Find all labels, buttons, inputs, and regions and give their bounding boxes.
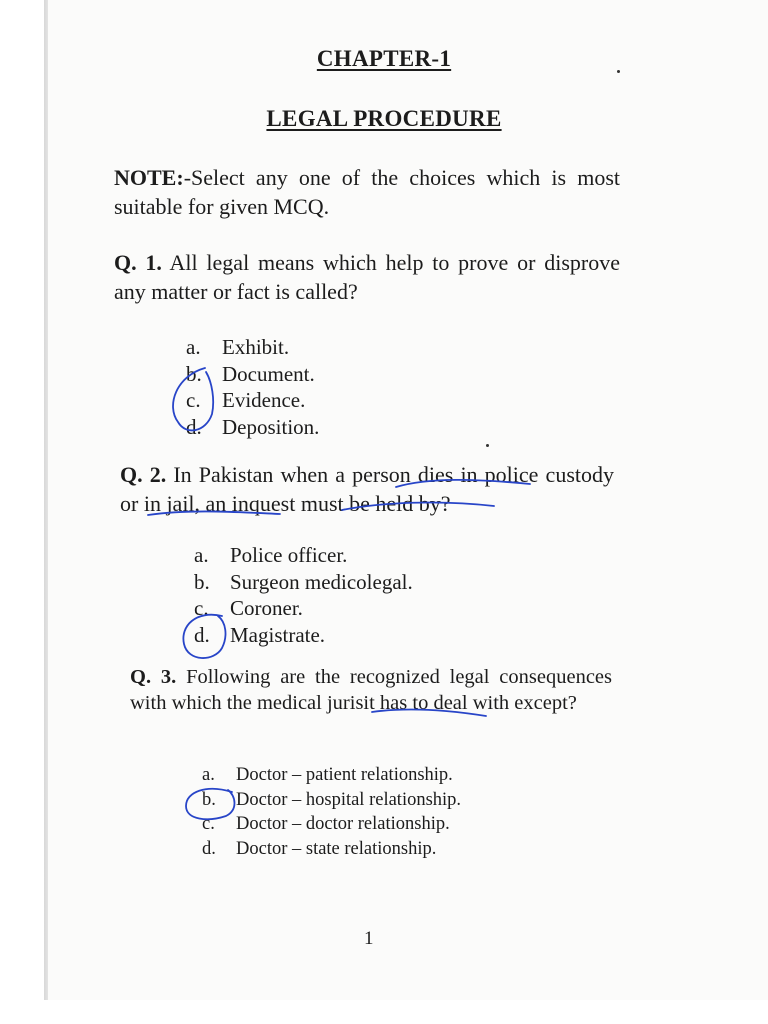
option-2b: b. Surgeon medicolegal. [194, 569, 413, 594]
option-1b: b. Document. [186, 361, 315, 386]
note-text: -Select any one of the choices which is most suitable for given MCQ. [114, 165, 620, 219]
question-2-text: In Pakistan when a person dies in police custody or in jail, an inquest must be held by? [120, 462, 614, 516]
question-2 [120, 460, 614, 518]
page-number: 1 [364, 928, 374, 949]
note-paragraph [114, 163, 620, 221]
question-3-options [202, 763, 461, 861]
question-1-options [186, 334, 319, 440]
option-2a: a. Police officer. [194, 543, 348, 567]
chapter-subtitle: LEGAL PROCEDURE [266, 106, 502, 131]
note-label: NOTE: [114, 165, 184, 190]
speck-mark [617, 70, 620, 73]
option-2d: d. Magistrate. [194, 622, 326, 647]
question-1 [114, 248, 620, 306]
option-3d: d. Doctor – state relationship. [202, 838, 437, 859]
question-3 [130, 664, 612, 716]
question-2-number: Q. 2. [120, 462, 167, 487]
option-3c: c. Doctor – doctor relationship. [202, 814, 450, 834]
option-2c: c. Coroner. [194, 596, 303, 620]
option-3b: b. Doctor – hospital relationship. [202, 789, 462, 810]
question-3-text: Following are the recognized legal consequences with which the medical jurisit has to deal with except? [130, 666, 612, 714]
option-1d: d. Deposition. [186, 414, 320, 439]
question-1-number: Q. 1. [114, 250, 162, 275]
chapter-title: CHAPTER-1 [316, 46, 452, 71]
question-2-options [194, 542, 413, 648]
option-1a: a. Exhibit. [186, 335, 290, 359]
question-3-number: Q. 3. [130, 666, 177, 688]
question-1-text: All legal means which help to prove or disprove any matter or fact is called? [114, 250, 620, 304]
option-3a: a. Doctor – patient relationship. [202, 765, 453, 785]
speck-mark [486, 444, 489, 447]
option-1c: c. Evidence. [186, 388, 306, 412]
